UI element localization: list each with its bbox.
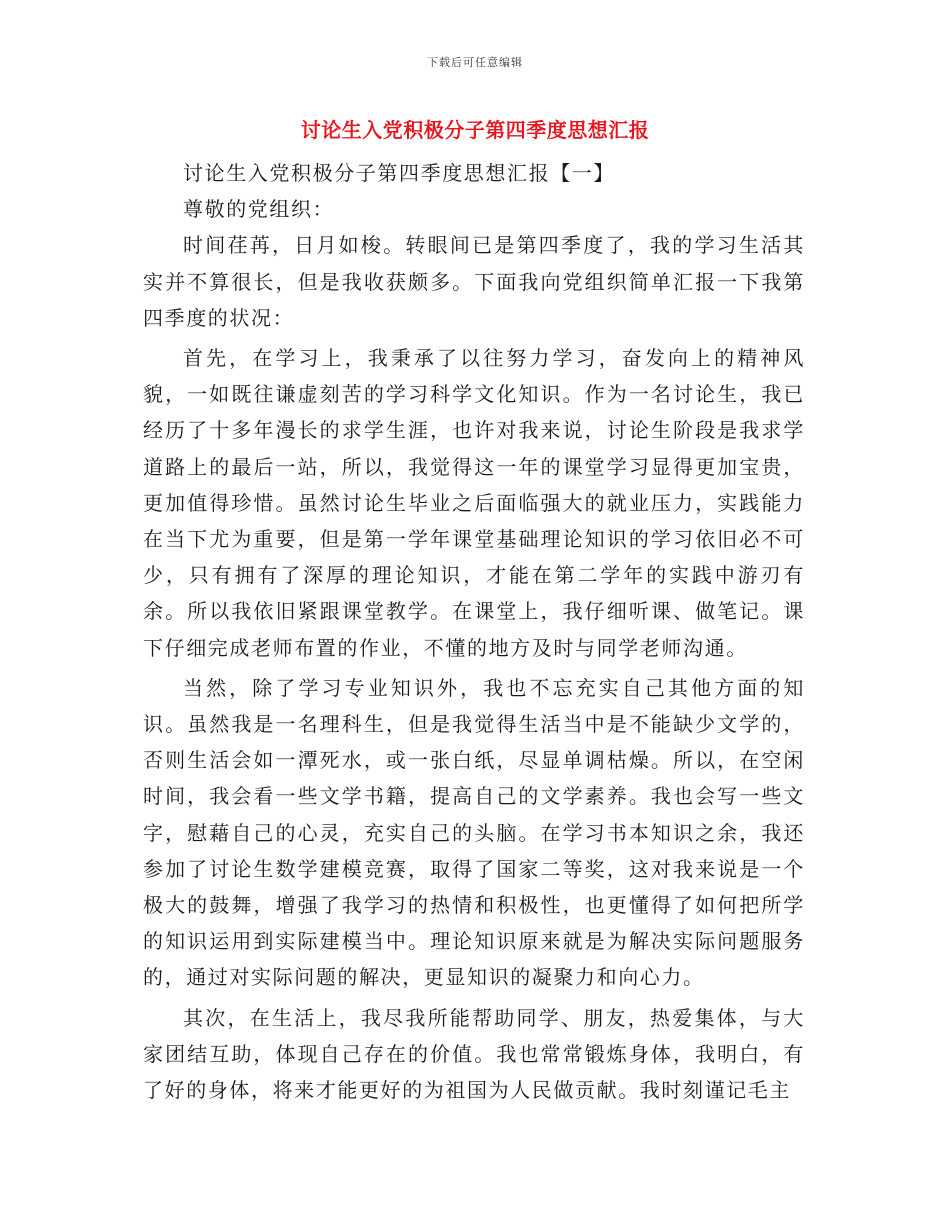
document-title: 讨论生入党积极分子第四季度思想汇报 [300,118,650,142]
document-body [143,155,805,1108]
paragraph: 其次，在生活上，我尽我所能帮助同学、朋友，热爱集体，与大家团结互助，体现自己存在的价值。我也常常锻炼身体，我明白，有了好的身体，将来才能更好的为祖国为人民做贡献。我时刻谨记毛主 [143,1005,805,1103]
document-subtitle: 讨论生入党积极分子第四季度思想汇报【一】 [183,161,615,185]
paragraph: 当然，除了学习专业知识外，我也不忘充实自己其他方面的知识。虽然我是一名理科生，但是我觉得生活当中是不能缺少文学的，否则生活会如一潭死水，或一张白纸，尽显单调枯燥。所以，在空闲时间，我会看一些文学书籍，提高自己的文学素养。我也会写一些文字，慰藉自己的心灵，充实自己的头脑。在学习书本知识之余，我还参加了讨论生数学建模竞赛，取得了国家二等奖，这对我来说是一个极大的鼓舞，增强了我学习的热情和积极性，也更懂得了如何把所学的知识运用到实际建模当中。理论知识原来就是为解决实际问题服务的，通过对实际问题的解决，更显知识的凝聚力和向心力。 [143,675,805,990]
salutation: 尊敬的党组织： [183,197,335,222]
paragraph: 时间荏苒，日月如梭。转眼间已是第四季度了，我的学习生活其实并不算很长，但是我收获颇多。下面我向党组织简单汇报一下我第四季度的状况： [143,233,805,330]
header-note: 下载后可任意编辑 [427,56,523,69]
paragraph: 首先，在学习上，我秉承了以往努力学习，奋发向上的精神风貌，一如既往谦虚刻苦的学习科学文化知识。作为一名讨论生，我已经历了十多年漫长的求学生涯，也许对我来说，讨论生阶段是我求学道路上的最后一站，所以，我觉得这一年的课堂学习显得更加宝贵，更加值得珍惜。虽然讨论生毕业之后面临强大的就业压力，实践能力在当下尤为重要，但是第一学年课堂基础理论知识的学习依旧必不可少，只有拥有了深厚的理论知识，才能在第二学年的实践中游刃有余。所以我依旧紧跟课堂教学。在课堂上，我仔细听课、做笔记。课下仔细完成老师布置的作业，不懂的地方及时与同学老师沟通。 [143,346,805,660]
